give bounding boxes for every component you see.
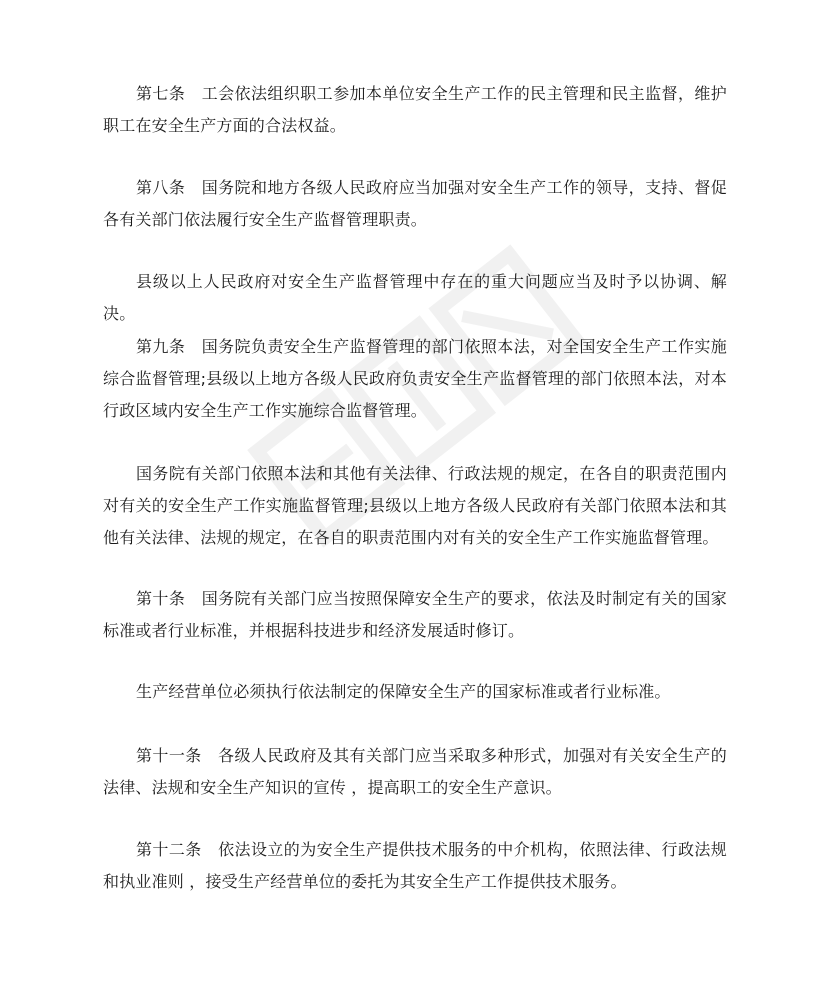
article-7-paragraph: 第七条 工会依法组织职工参加本单位安全生产工作的民主管理和民主监督，维护职工在安全生产方面的合法权益。 bbox=[103, 84, 727, 135]
article-8-paragraph: 第八条 国务院和地方各级人民政府应当加强对安全生产工作的领导，支持、督促各有关部门依法履行安全生产监督管理职责。 bbox=[103, 178, 727, 229]
article-9-subparagraph: 国务院有关部门依照本法和其他有关法律、行政法规的规定，在各自的职责范围内对有关的安全生产工作实施监督管理;县级以上地方各级人民政府有关部门依照本法和其他有关法律、法规的规定，在各自的职责范围内对有关的安全生产工作实施监督管理。 bbox=[103, 464, 727, 547]
article-12-paragraph: 第十二条 依法设立的为安全生产提供技术服务的中介机构，依照法律、行政法规和执业准则 ，接受生产经营单位的委托为其安全生产工作提供技术服务。 bbox=[103, 840, 727, 891]
article-10-subparagraph: 生产经营单位必须执行依法制定的保障安全生产的国家标准或者行业标准。 bbox=[136, 682, 671, 701]
article-9-paragraph: 第九条 国务院负责安全生产监督管理的部门依照本法，对全国安全生产工作实施综合监督管理;县级以上地方各级人民政府负责安全生产监督管理的部门依照本法，对本行政区域内安全生产工作实施综合监督管理。 bbox=[103, 337, 727, 420]
article-8-subparagraph: 县级以上人民政府对安全生产监督管理中存在的重大问题应当及时予以协调、解决。 bbox=[103, 272, 727, 323]
article-10-paragraph: 第十条 国务院有关部门应当按照保障安全生产的要求，依法及时制定有关的国家标准或者行业标准，并根据科技进步和经济发展适时修订。 bbox=[103, 589, 727, 640]
article-11-paragraph: 第十一条 各级人民政府及其有关部门应当采取多种形式，加强对有关安全生产的法律、法规和安全生产知识的宣传 ，提高职工的安全生产意识。 bbox=[103, 746, 727, 797]
